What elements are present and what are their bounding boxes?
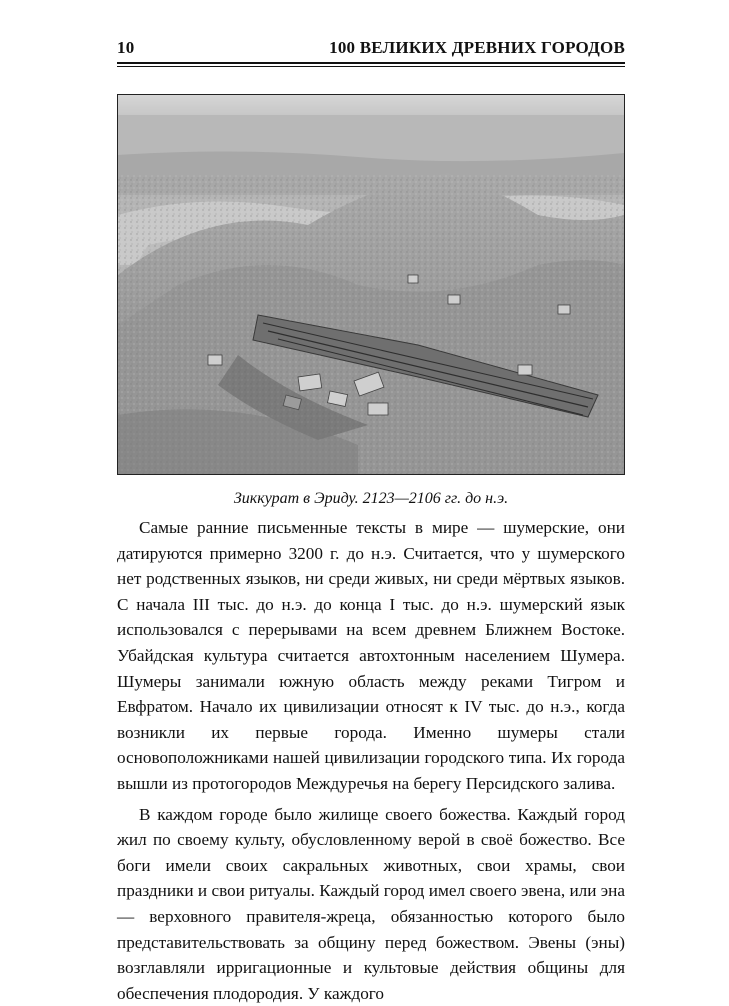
ziggurat-photo: [117, 94, 625, 475]
paragraph: Самые ранние письменные тексты в мире — шумерские, они датируются примерно 3200 г. до н.э. Считается, что у шумерского нет родственных языков, ни среди живых, ни среди мёртвых языков. С начала III тыс. до н.э. до конца I тыс. до н.э. шумерский язык использовался с перерывами на всем древнем Ближнем Востоке. Убайдская культура считается автохтонным населением Шумера. Шумеры занимали южную область между реками Тигром и Евфратом. Начало их цивилизации относят к IV тыс. до н.э., когда возникли их первые города. Именно шумеры стали основоположниками нашей цивилизации городского типа. Их города вышли из протогородов Междуречья на берегу Персидского залива.: [117, 518, 625, 793]
body-text: [117, 515, 625, 1006]
running-title: 100 ВЕЛИКИХ ДРЕВНИХ ГОРОДОВ: [329, 38, 625, 57]
paragraph: В каждом городе было жилище своего божества. Каждый город жил по своему культу, обусловленному верой в своё божество. Все боги имели своих сакральных животных, свои храмы, свои праздники и свои ритуалы. Каждый город имел своего эвена, или эна — верховного правителя-жреца, обязанностью которого было представительствовать за общину перед божеством. Эвены (эны) возглавляли ирригационные и культовые действия общины для обеспечения плодородия. У каждого: [117, 804, 625, 1003]
page-number: 10: [117, 38, 135, 57]
header-rule-thick: [117, 62, 625, 64]
page-header: [117, 38, 625, 64]
header-rule-thin: [117, 66, 625, 67]
figure-caption: Зиккурат в Эриду. 2123—2106 гг. до н.э.: [233, 490, 509, 507]
